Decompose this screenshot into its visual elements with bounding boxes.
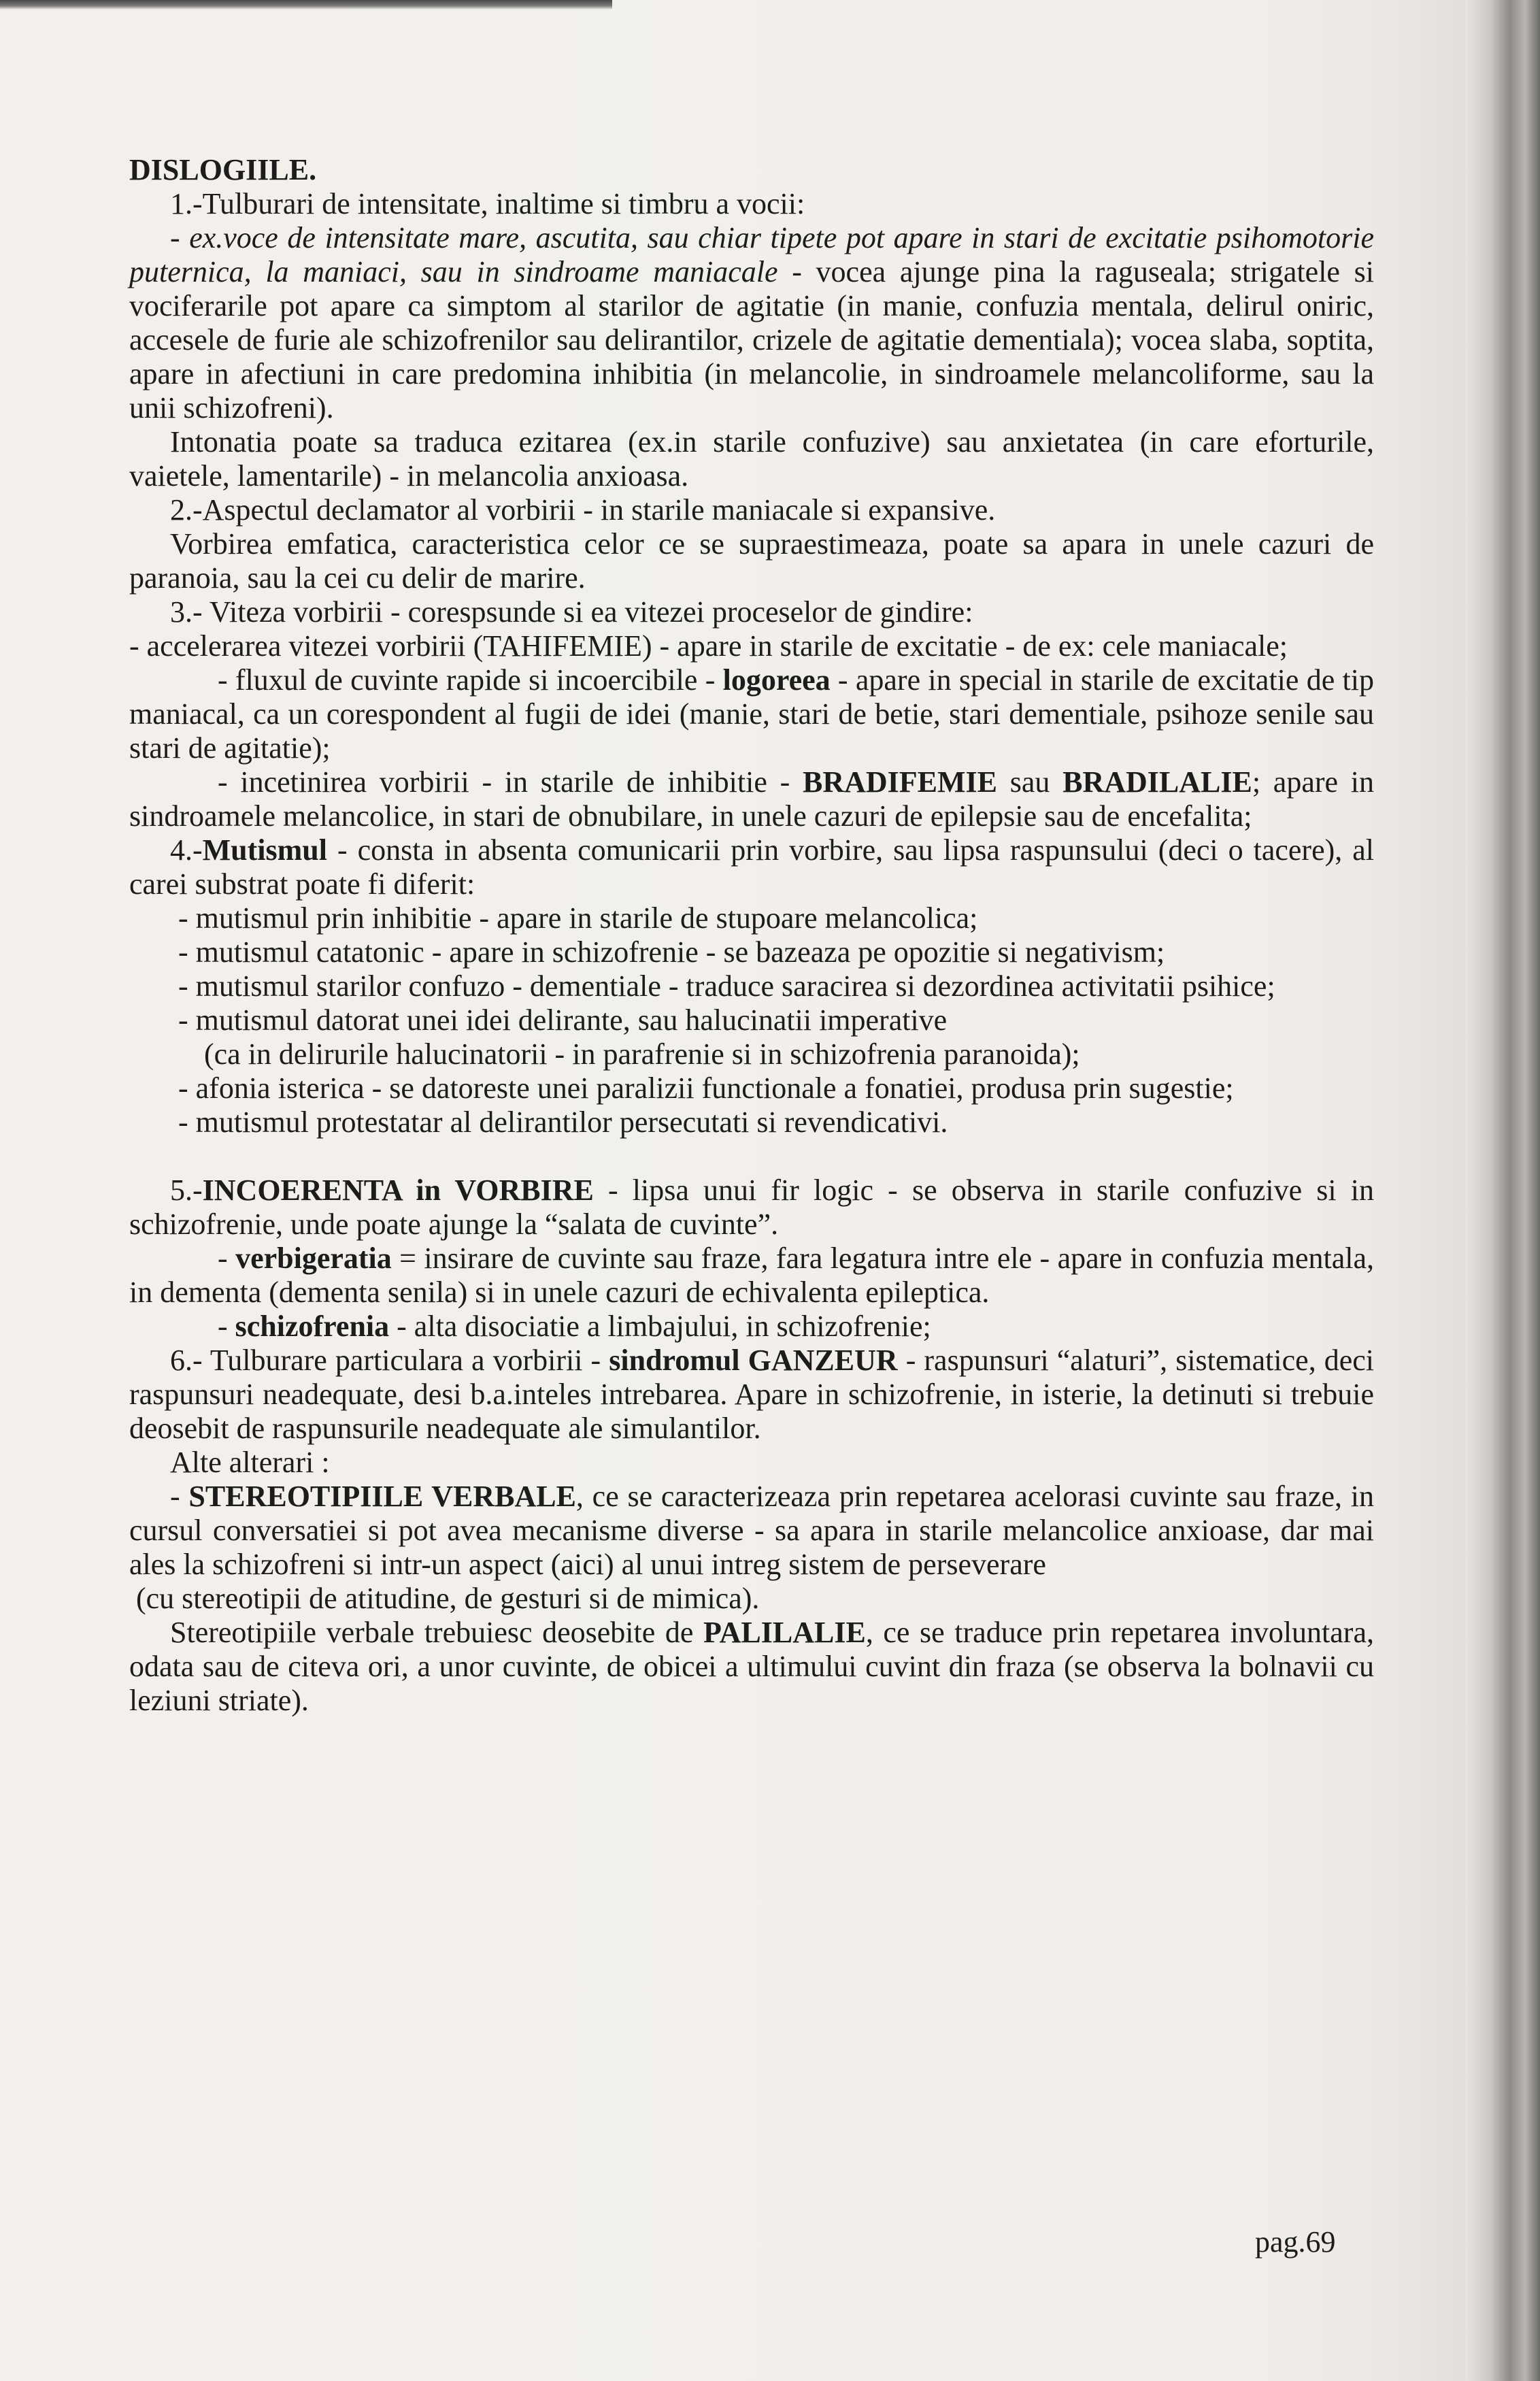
paragraph-9: - incetinirea vorbirii - in starile de inhibitie - BRADIFEMIE sau BRADILALIE; apare in sindroamele melancolice, in stari de obnubilare, in unele cazuri de epilepsie sau de encefalita; [129, 765, 1374, 833]
top-rule [0, 0, 612, 10]
paragraph-16: - STEREOTIPIILE VERBALE, ce se caracterizeaza prin repetarea acelorasi cuvinte sau fraze, in cursul conversatiei si pot avea mecanisme diverse - sa apara in starile melancolice anxioase, dar mai ales la schizofreni si intr-un aspect (aici) al unui intreg sistem de perseverare [129, 1480, 1374, 1581]
paragraph-17: (cu stereotipii de atitudine, de gesturi si de mimica). [136, 1582, 760, 1615]
paragraph-10: 4.-Mutismul - consta in absenta comunicarii prin vorbire, sau lipsa raspunsului (deci o tacere), al carei substrat poate fi diferit: [129, 833, 1374, 901]
list-item-continuation: (ca in delirurile halucinatorii - in parafrenie si in schizofrenia paranoida); [204, 1037, 1080, 1071]
page-number: pag.69 [1255, 2225, 1336, 2259]
paragraph-7: - accelerarea vitezei vorbirii (TAHIFEMIE) - apare in starile de excitatie - de ex: cele maniacale; [129, 629, 1288, 663]
paragraph-4: 2.-Aspectul declamator al vorbirii - in starile maniacale si expansive. [170, 493, 996, 527]
paragraph-5: Vorbirea emfatica, caracteristica celor ce se supraestimeaza, poate sa apara in unele cazuri de paranoia, sau la cei cu delir de marire. [129, 527, 1374, 595]
section-title: DISLOGIILE. [129, 153, 317, 186]
list-item: - afonia isterica - se datoreste unei paralizii functionale a fonatiei, produsa prin sugestie; [178, 1071, 1234, 1105]
paragraph-13: - schizofrenia - alta disociatie a limbajului, in schizofrenie; [218, 1310, 931, 1343]
list-item: - mutismul prin inhibitie - apare in starile de stupoare melancolica; [178, 901, 978, 935]
list-item: - mutismul protestatar al delirantilor persecutati si revendicativi. [178, 1105, 948, 1139]
paragraph-8: - fluxul de cuvinte rapide si incoercibile - logoreea - apare in special in starile de excitatie de tip maniacal, ca un corespondent al fugii de idei (manie, stari de betie, stari dementiale, psihoze senile sau stari de agitatie); [129, 663, 1374, 765]
paragraph-2: - ex.voce de intensitate mare, ascutita, sau chiar tipete pot apare in stari de excitatie psihomotorie puternica, la maniaci, sau in sindroame maniacale - vocea ajunge pina la raguseala; strigatele si vociferarile pot apare ca simptom al starilor de agitatie (in manie, confuzia mentala, delirul oniric, accesele de furie ale schizofrenilor sau delirantilor, crizele de agitatie dementiala); vocea slaba, soptita, apare in afectiuni in care predomina inhibitia (in melancolie, in sindroamele melancoliforme, sau la unii schizofreni). [129, 221, 1374, 424]
paragraph-11: 5.-INCOERENTA in VORBIRE - lipsa unui fir logic - se observa in starile confuzive si in schizofrenie, unde poate ajunge la “salata de cuvinte”. [129, 1173, 1374, 1241]
book-spine-shadow [1465, 0, 1540, 2381]
paragraph-14: 6.- Tulburare particulara a vorbirii - sindromul GANZEUR - raspunsuri “alaturi”, sistematice, deci raspunsuri neadequate, desi b.a.inteles intrebarea. Apare in schizofrenie, in isterie, la detinuti si trebuie deosebit de raspunsurile neadequate ale simulantilor. [129, 1344, 1375, 1445]
paragraph-1: 1.-Tulburari de intensitate, inaltime si timbru a vocii: [170, 187, 805, 220]
paragraph-18: Stereotipiile verbale trebuiesc deosebite de PALILALIE, ce se traduce prin repetarea involuntara, odata sau de citeva ori, a unor cuvinte, de obicei a ultimului cuvint din fraza (se observa la bolnavii cu leziuni striate). [129, 1616, 1374, 1717]
list-item: - mutismul starilor confuzo - dementiale - traduce saracirea si dezordinea activitatii psihice; [178, 969, 1275, 1003]
list-item: - mutismul datorat unei idei delirante, sau halucinatii imperative [178, 1003, 948, 1037]
paragraph-12: - verbigeratia = insirare de cuvinte sau fraze, fara legatura intre ele - apare in confuzia mentala, in dementa (dementa senila) si in unele cazuri de echivalenta epileptica. [129, 1242, 1374, 1309]
body-text [129, 153, 1374, 1718]
paragraph-6: 3.- Viteza vorbirii - corespsunde si ea vitezei proceselor de gindire: [170, 595, 973, 629]
paragraph-15: Alte alterari : [170, 1446, 330, 1479]
list-item: - mutismul catatonic - apare in schizofrenie - se bazeaza pe opozitie si negativism; [178, 935, 1165, 969]
spacer [129, 1139, 1374, 1173]
paragraph-3: Intonatia poate sa traduca ezitarea (ex.in starile confuzive) sau anxietatea (in care eforturile, vaietele, lamentarile) - in melancolia anxioasa. [129, 425, 1374, 493]
italic-text: - ex.voce de intensitate mare, ascutita, sau chiar tipete pot apare in stari de excitatie psihomotorie puternica, la maniaci, sau in sindroame maniacale [129, 221, 1374, 288]
